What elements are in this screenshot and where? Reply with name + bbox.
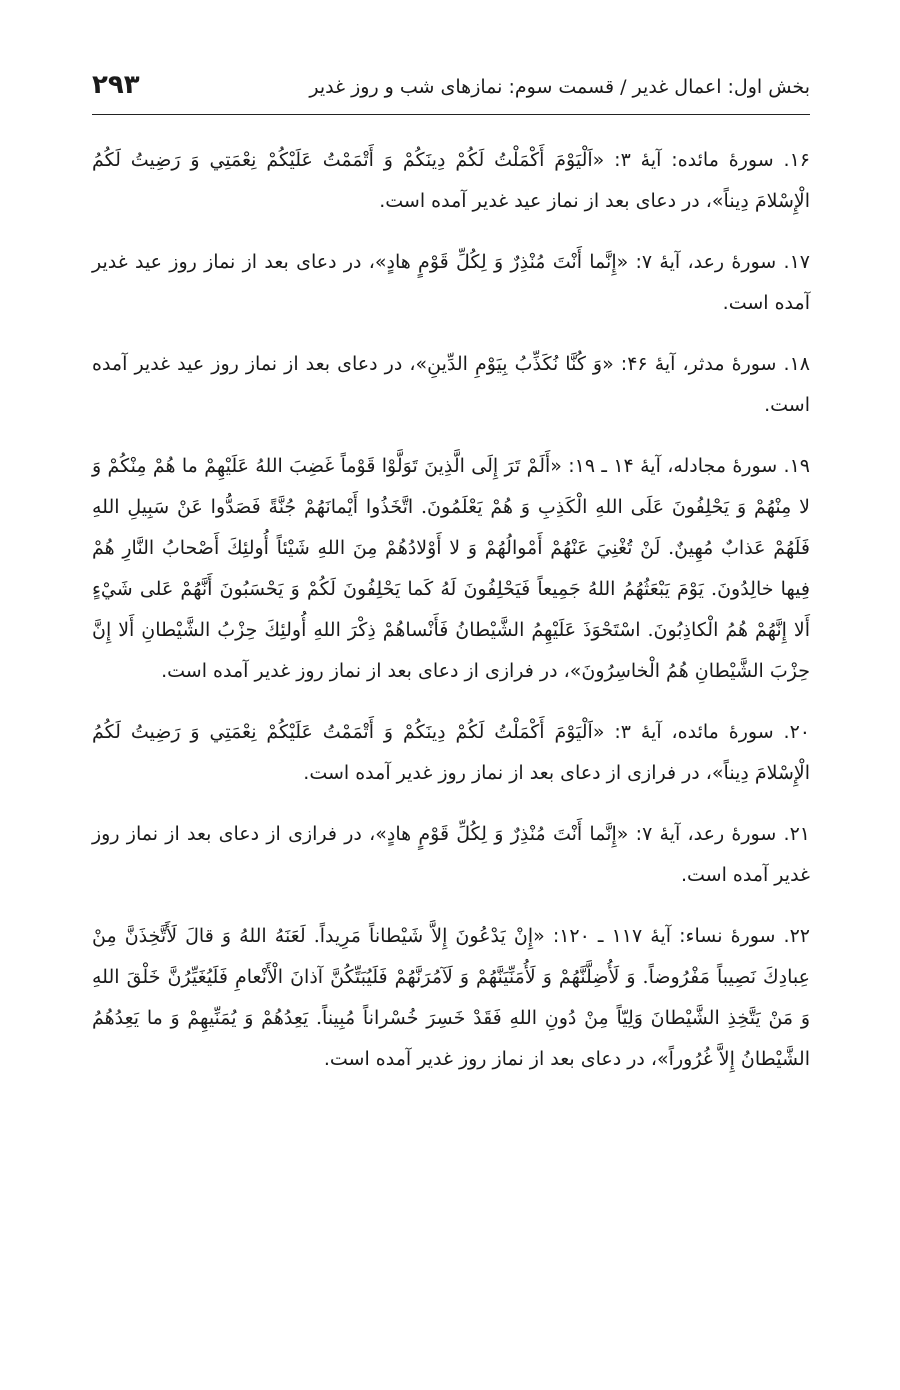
entry-prefix: ۱۷. سورهٔ رعد، آیهٔ ۷: « xyxy=(616,251,810,273)
entry-suffix: »، در دعای بعد از نماز عید غدیر آمده است. xyxy=(379,190,724,212)
quran-quote: اَلْيَوْمَ أَكْمَلْتُ لَكُمْ دِينَكُمْ وَ أَتْمَمْتُ عَلَيْكُمْ نِعْمَتِي وَ رَضِيتُ لَكُمُ الْإِسْلامَ دِيناً xyxy=(92,721,810,784)
entry-suffix: »، در دعای بعد از نماز روز عید غدیر آمده است. xyxy=(92,353,810,416)
entry-suffix: »، در فرازی از دعای بعد از نماز روز غدیر آمده است. xyxy=(303,762,724,784)
entry-prefix: ۱۶. سورهٔ مائده: آیهٔ ۳: « xyxy=(592,149,810,171)
entry-suffix: »، در فرازی از دعای بعد از نماز روز غدیر آمده است. xyxy=(92,823,810,886)
quran-quote: إِنَّما أَنْتَ مُنْذِرٌ وَ لِكُلِّ قَوْمٍ هادٍ xyxy=(386,251,617,273)
footnote-entry xyxy=(92,344,810,426)
footnote-list xyxy=(92,140,810,1100)
footnote-entry xyxy=(92,140,810,222)
footnote-entry xyxy=(92,916,810,1080)
entry-prefix: ۲۱. سورهٔ رعد، آیهٔ ۷: « xyxy=(616,823,810,845)
entry-suffix: »، در دعای بعد از نماز روز غدیر آمده است. xyxy=(323,1048,669,1070)
footnote-entry xyxy=(92,712,810,794)
running-title: بخش اول: اعمال غدیر / قسمت سوم: نمازهای شب و روز غدیر xyxy=(309,76,810,98)
entry-prefix: ۲۲. سورهٔ نساء: آیهٔ ۱۱۷ ـ ۱۲۰: « xyxy=(533,925,810,947)
quran-quote: وَ كُنَّا نُكَذِّبُ بِيَوْمِ الدِّينِ xyxy=(427,353,603,375)
footnote-entry xyxy=(92,814,810,896)
page-header xyxy=(92,66,810,115)
entry-prefix: ۱۹. سورهٔ مجادله، آیهٔ ۱۴ ـ ۱۹: « xyxy=(550,455,810,477)
entry-suffix: »، در دعای بعد از نماز روز عید غدیر آمده است. xyxy=(92,251,810,314)
page-number: ۲۹۳ xyxy=(92,70,140,100)
footnote-entry xyxy=(92,446,810,692)
quran-quote: إِنَّما أَنْتَ مُنْذِرٌ وَ لِكُلِّ قَوْمٍ هادٍ xyxy=(386,823,617,845)
entry-prefix: ۱۸. سورهٔ مدثر، آیهٔ ۴۶: « xyxy=(602,353,810,375)
quran-quote: أَلَمْ تَرَ إِلَى الَّذِينَ تَوَلَّوْا قَوْماً غَضِبَ اللهُ عَلَيْهِمْ ما هُمْ مِنْكُمْ وَ لا مِنْهُمْ وَ يَحْلِفُونَ عَلَى اللهِ الْكَذِبِ وَ هُمْ يَعْلَمُونَ. اتَّخَذُوا أَيْمانَهُمْ جُنَّةً فَصَدُّوا عَنْ سَبِيلِ اللهِ فَلَهُمْ عَذابٌ مُهِينٌ. لَنْ تُغْنِيَ عَنْهُمْ أَمْوالُهُمْ وَ لا أَوْلادُهُمْ مِنَ اللهِ شَيْئاً أُولئِكَ أَصْحابُ النَّارِ هُمْ فِيها خالِدُونَ. يَوْمَ يَبْعَثُهُمُ اللهُ جَمِيعاً فَيَحْلِفُونَ لَهُ كَما يَحْلِفُونَ لَكُمْ وَ يَحْسَبُونَ أَنَّهُمْ عَلى شَيْءٍ أَلا إِنَّهُمْ هُمُ الْكاذِبُونَ. اسْتَحْوَذَ عَلَيْهِمُ الشَّيْطانُ فَأَنْساهُمْ ذِكْرَ اللهِ أُولئِكَ حِزْبُ الشَّيْطانِ أَلا إِنَّ حِزْبَ الشَّيْطانِ هُمُ الْخاسِرُونَ xyxy=(92,455,810,682)
quran-quote: إِنْ يَدْعُونَ إِلاَّ شَيْطاناً مَرِيداً. لَعَنَهُ اللهُ وَ قالَ لَأَتَّخِذَنَّ مِنْ عِبادِكَ نَصِيباً مَفْرُوضاً. وَ لَأُضِلَّنَّهُمْ وَ لَأُمَنِّيَنَّهُمْ وَ لَآمُرَنَّهُمْ فَلَيُبَتِّكُنَّ آذانَ الْأَنْعامِ فَلَيُغَيِّرُنَّ خَلْقَ اللهِ وَ مَنْ يَتَّخِذِ الشَّيْطانَ وَلِيّاً مِنْ دُونِ اللهِ فَقَدْ خَسِرَ خُسْراناً مُبِيناً. يَعِدُهُمْ وَ يُمَنِّيهِمْ وَ ما يَعِدُهُمُ الشَّيْطانُ إِلاَّ غُرُوراً xyxy=(92,925,810,1070)
entry-suffix: »، در فرازی از دعای بعد از نماز روز غدیر آمده است. xyxy=(161,660,582,682)
entry-prefix: ۲۰. سورهٔ مائده، آیهٔ ۳: « xyxy=(592,721,810,743)
footnote-entry xyxy=(92,242,810,324)
quran-quote: اَلْيَوْمَ أَكْمَلْتُ لَكُمْ دِينَكُمْ وَ أَتْمَمْتُ عَلَيْكُمْ نِعْمَتِي وَ رَضِيتُ لَكُمُ الْإِسْلامَ دِيناً xyxy=(92,149,810,212)
book-page xyxy=(92,0,810,1390)
